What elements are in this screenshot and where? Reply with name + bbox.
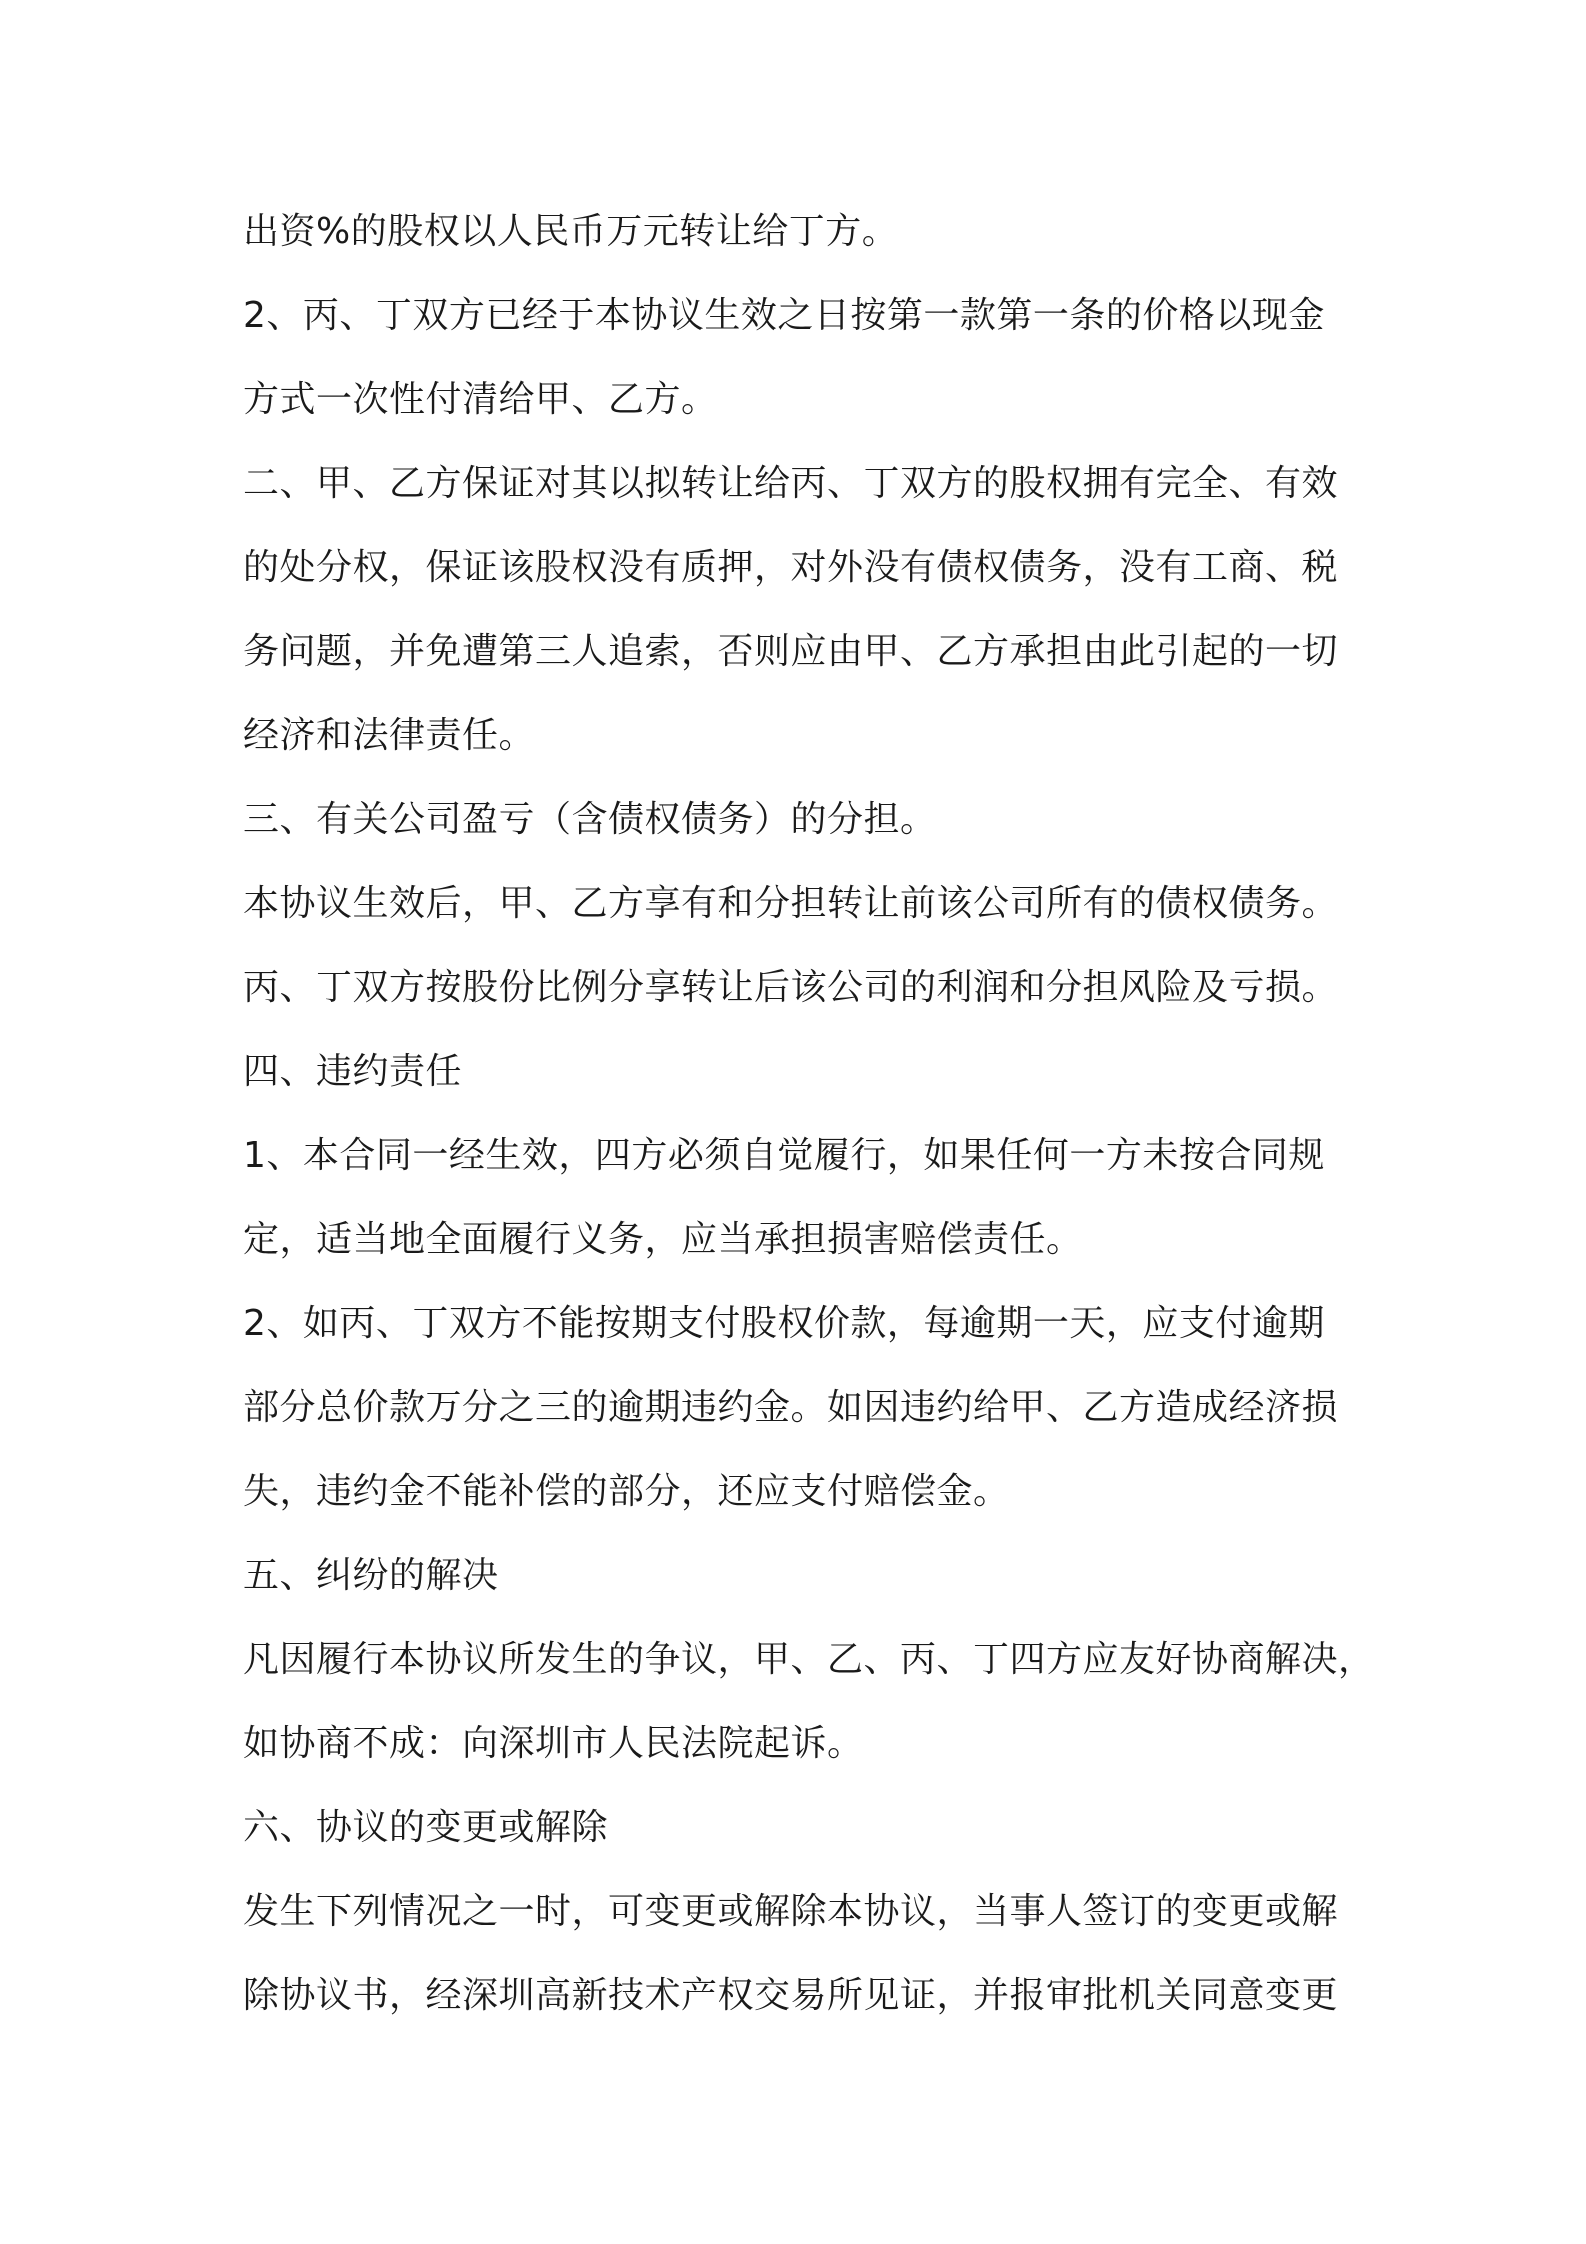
text-line-17: 五、纠纷的解决	[243, 1555, 499, 1596]
text-line-3: 方式一次性付清给甲、乙方。	[243, 379, 718, 420]
text-line-9: 本协议生效后，甲、乙方享有和分担转让前该公司所有的债权债务。	[243, 883, 1339, 924]
text-line-10: 丙、丁双方按股份比例分享转让后该公司的利润和分担风险及亏损。	[243, 967, 1339, 1008]
document-body	[243, 190, 1375, 2038]
text-line-1: 出资%的股权以人民币万元转让给丁方。	[243, 211, 899, 252]
text-line-21: 发生下列情况之一时，可变更或解除本协议，当事人签订的变更或解	[243, 1891, 1339, 1932]
text-line-15: 部分总价款万分之三的逾期违约金。如因违约给甲、乙方造成经济损	[243, 1387, 1339, 1428]
text-line-7: 经济和法律责任。	[243, 715, 536, 756]
text-line-20: 六、协议的变更或解除	[243, 1807, 609, 1848]
text-line-19: 如协商不成：向深圳市人民法院起诉。	[243, 1723, 864, 1764]
text-line-18: 凡因履行本协议所发生的争议，甲、乙、丙、丁四方应友好协商解决，	[243, 1639, 1375, 1680]
text-line-11: 四、违约责任	[243, 1051, 463, 1092]
text-line-6: 务问题，并免遭第三人追索，否则应由甲、乙方承担由此引起的一切	[243, 631, 1339, 672]
text-line-13: 定，适当地全面履行义务，应当承担损害赔偿责任。	[243, 1219, 1083, 1260]
text-line-5: 的处分权，保证该股权没有质押，对外没有债权债务，没有工商、税	[243, 547, 1339, 588]
text-line-8: 三、有关公司盈亏（含债权债务）的分担。	[243, 799, 937, 840]
text-line-22: 除协议书，经深圳高新技术产权交易所见证，并报审批机关同意变更	[243, 1975, 1339, 2016]
text-line-14: 2、如丙、丁双方不能按期支付股权价款，每逾期一天，应支付逾期	[243, 1303, 1325, 1344]
text-line-16: 失，违约金不能补偿的部分，还应支付赔偿金。	[243, 1471, 1010, 1512]
text-line-4: 二、甲、乙方保证对其以拟转让给丙、丁双方的股权拥有完全、有效	[243, 463, 1339, 504]
text-line-2: 2、丙、丁双方已经于本协议生效之日按第一款第一条的价格以现金	[243, 295, 1325, 336]
text-line-12: 1、本合同一经生效，四方必须自觉履行，如果任何一方未按合同规	[243, 1135, 1325, 1176]
